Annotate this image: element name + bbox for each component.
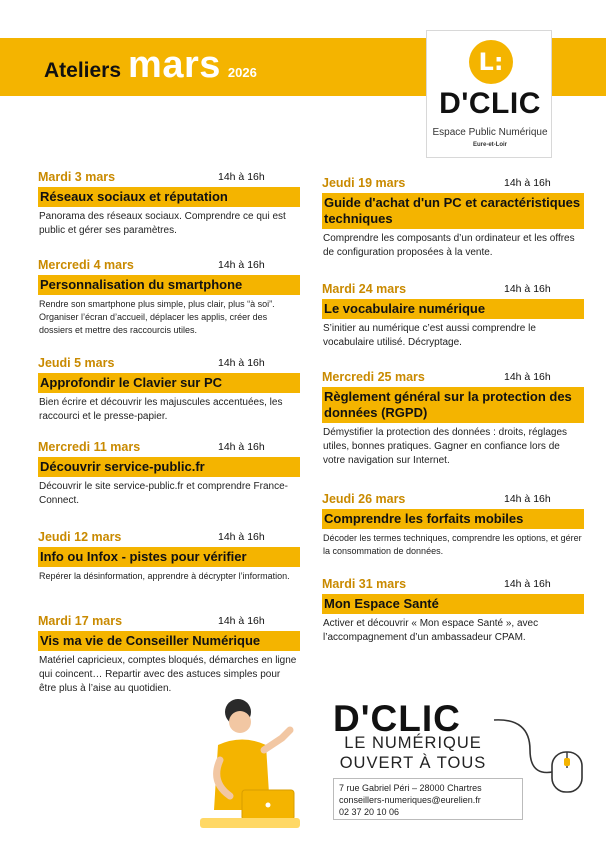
event-description: S’initier au numérique c’est aussi comprendre le vocabulaire utilisé. Décryptage. <box>323 323 536 348</box>
event-time: 14h à 16h <box>504 177 551 189</box>
event-description: Démystifier la protection des données : droits, réglages utiles, bonnes pratiques. Gagner en confiance lors de votre navigation sur Internet. <box>323 427 568 466</box>
event-date: Mardi 3 mars <box>38 170 116 184</box>
event-time: 14h à 16h <box>218 441 265 453</box>
event-date: Mercredi 4 mars <box>38 258 134 272</box>
event-time: 14h à 16h <box>504 493 551 505</box>
event-card <box>322 282 584 350</box>
event-title: Personnalisation du smartphone <box>40 277 243 292</box>
event-title-bar <box>38 275 300 295</box>
event-time: 14h à 16h <box>504 283 551 295</box>
event-date: Mercredi 25 mars <box>322 370 425 384</box>
contact-email[interactable]: conseillers-numeriques@eurelien.fr <box>339 795 481 805</box>
event-title: Info ou Infox - pistes pour vérifier <box>40 549 247 564</box>
event-title-bar <box>322 193 584 229</box>
event-time: 14h à 16h <box>504 578 551 590</box>
face-shape <box>229 711 251 733</box>
event-title: Approfondir le Clavier sur PC <box>40 375 223 390</box>
event-time: 14h à 16h <box>218 171 265 183</box>
event-title-bar <box>322 509 584 529</box>
event-date: Jeudi 19 mars <box>322 176 406 190</box>
event-title-bar <box>322 299 584 319</box>
laptop-logo-dot <box>266 803 271 808</box>
event-title-bar <box>38 373 300 393</box>
event-title-bar <box>38 457 300 477</box>
title-ateliers: Ateliers <box>44 59 122 82</box>
event-date: Mardi 31 mars <box>322 577 407 591</box>
event-description: Bien écrire et découvrir les majuscules accentuées, les raccourci et le presse-papier. <box>39 397 283 422</box>
event-title: Règlement général sur la protection des données (RGPD) <box>324 389 572 420</box>
event-title-bar <box>322 594 584 614</box>
event-title: Guide d'achat d'un PC et caractéristiques techniques <box>324 195 581 226</box>
event-description: Matériel capricieux, comptes bloqués, démarches en ligne qui coincent… Repartir avec des astuces simples pour être plus à l’aise au quotidien. <box>39 655 297 694</box>
page-title <box>44 44 257 86</box>
event-description: Décoder les termes techniques, comprendre les options, et gérer la consommation de données. <box>323 533 582 556</box>
event-description: Repérer la désinformation, apprendre à décrypter l’information. <box>39 571 290 581</box>
event-card <box>38 170 300 238</box>
event-time: 14h à 16h <box>504 371 551 383</box>
event-title-bar <box>38 187 300 207</box>
event-date: Mardi 17 mars <box>38 614 123 628</box>
event-description: Rendre son smartphone plus simple, plus clair, plus “à soi”. Organiser l’écran d’accueil, déplacer les applis, créer des dossiers et mettre des raccourcis utiles. <box>39 299 275 335</box>
event-time: 14h à 16h <box>218 357 265 369</box>
event-time: 14h à 16h <box>218 531 265 543</box>
event-time: 14h à 16h <box>218 615 265 627</box>
logo-name: D'CLIC <box>439 87 541 120</box>
event-date: Mercredi 11 mars <box>38 440 141 454</box>
dclic-logo-box <box>426 30 552 158</box>
mouse-wheel <box>564 758 570 766</box>
event-card <box>322 176 584 260</box>
event-title-bar <box>38 631 300 651</box>
contact-address-box <box>333 778 523 820</box>
person-laptop-illustration <box>190 690 310 850</box>
logo-region: Eure-et-Loir <box>472 142 507 148</box>
event-description: Activer et découvrir « Mon espace Santé », avec l’accompagnement d’un ambassadeur CPAM. <box>323 618 539 643</box>
logo-mark: L: <box>478 48 504 76</box>
dclic-mark-icon <box>469 40 513 84</box>
title-year: 2026 <box>227 65 257 80</box>
event-description: Comprendre les composants d’un ordinateur et les offres de configuration proposées à la vente. <box>323 233 575 258</box>
event-date: Jeudi 5 mars <box>38 356 115 370</box>
footer-slogan-line1: LE NUMÉRIQUE <box>344 734 482 752</box>
logo-subtitle: Espace Public Numérique <box>432 127 548 138</box>
contact-address: 7 rue Gabriel Péri – 28000 Chartres <box>339 783 482 793</box>
event-title-bar <box>38 547 300 567</box>
event-card <box>322 370 584 468</box>
desk-shape <box>200 818 300 828</box>
event-date: Jeudi 26 mars <box>322 492 406 506</box>
event-title: Réseaux sociaux et réputation <box>40 189 228 204</box>
event-card <box>38 258 300 337</box>
event-description: Découvrir le site service-public.fr et comprendre France-Connect. <box>39 481 288 506</box>
event-date: Mardi 24 mars <box>322 282 407 296</box>
event-description: Panorama des réseaux sociaux. Comprendre ce qui est public et gérer ses paramètres. <box>39 211 286 236</box>
footer-brand: D'CLIC <box>333 698 461 739</box>
event-card <box>38 614 300 696</box>
event-title: Découvrir service-public.fr <box>40 459 205 474</box>
title-month: mars <box>128 44 221 86</box>
event-title: Vis ma vie de Conseiller Numérique <box>40 633 261 648</box>
pointing-arm <box>264 730 290 750</box>
event-title: Mon Espace Santé <box>324 596 439 611</box>
contact-phone[interactable]: 02 37 20 10 06 <box>339 807 400 817</box>
event-card <box>38 530 300 583</box>
event-title-bar <box>322 387 584 423</box>
event-title: Comprendre les forfaits mobiles <box>324 511 524 526</box>
event-card <box>38 440 300 508</box>
event-title: Le vocabulaire numérique <box>324 301 486 316</box>
event-date: Jeudi 12 mars <box>38 530 122 544</box>
event-card <box>38 356 300 424</box>
event-card <box>322 492 584 558</box>
event-card <box>322 577 584 645</box>
event-time: 14h à 16h <box>218 259 265 271</box>
footer-slogan-line2: OUVERT À TOUS <box>339 754 487 772</box>
